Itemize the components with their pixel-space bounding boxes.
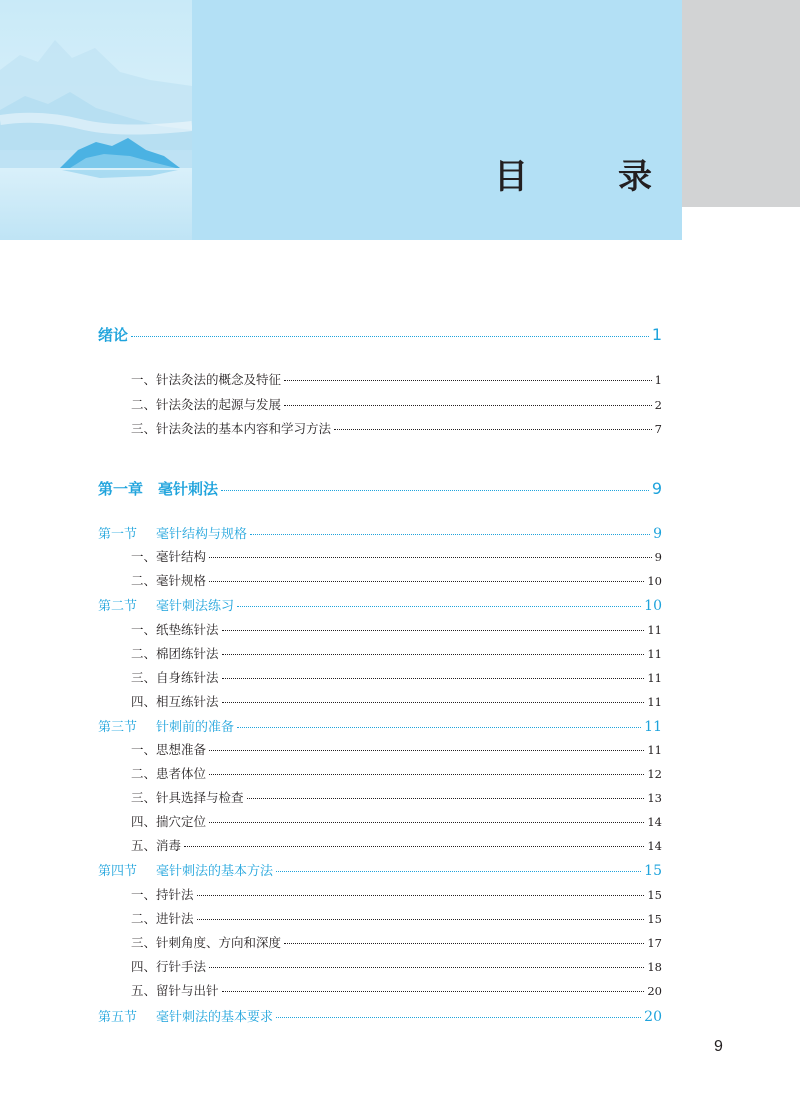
toc-page-number: 11: [647, 743, 662, 757]
toc-entry[interactable]: [98, 1010, 662, 1024]
dot-leader: [209, 774, 644, 775]
toc-entry-label: 毫针结构与规格: [156, 527, 248, 542]
dot-leader: [334, 429, 652, 430]
toc-entry[interactable]: [131, 575, 662, 588]
dot-leader: [197, 895, 645, 896]
dot-leader: [221, 490, 649, 491]
toc-entry-title: [98, 721, 234, 734]
toc-page-number: 12: [647, 767, 662, 781]
toc-page-number: 14: [647, 815, 662, 829]
toc-entry-label: 一、针法灸法的概念及特征: [131, 372, 282, 387]
toc-entry[interactable]: [131, 744, 662, 757]
toc-section-number: 第二节: [98, 599, 138, 614]
dot-leader: [284, 405, 652, 406]
toc-entry-label: 针刺前的准备: [156, 720, 235, 735]
toc-entry-title: [98, 482, 218, 497]
toc-entry[interactable]: [131, 696, 662, 709]
toc-page-number: 9: [654, 550, 662, 564]
toc-page-number: 14: [647, 839, 662, 853]
toc-entry[interactable]: [98, 527, 662, 541]
dot-leader: [131, 336, 649, 337]
toc-entry-label: 毫针刺法的基本要求: [156, 1010, 274, 1025]
toc-entry[interactable]: [131, 985, 662, 998]
toc-entry-label: 毫针刺法的基本方法: [156, 864, 274, 879]
toc-entry-title: [131, 889, 194, 902]
dot-leader: [247, 798, 645, 799]
toc-page-number: 15: [647, 912, 662, 926]
toc-entry[interactable]: [98, 864, 662, 878]
toc-entry[interactable]: [131, 624, 662, 637]
toc-entry-label: 一、思想准备: [131, 742, 207, 757]
toc-entry[interactable]: [98, 720, 662, 734]
dot-leader: [276, 871, 641, 872]
toc-entry[interactable]: [131, 816, 662, 829]
dot-leader: [197, 919, 645, 920]
toc-entry-title: [131, 913, 194, 926]
toc-entry[interactable]: [131, 551, 662, 564]
toc-entry[interactable]: [131, 840, 662, 853]
toc-entry-label: 一、毫针结构: [131, 549, 207, 564]
dot-leader: [284, 380, 652, 381]
toc-entry[interactable]: [131, 399, 662, 412]
toc-entry[interactable]: [131, 648, 662, 661]
dot-leader: [222, 702, 645, 703]
page-number: 9: [714, 1038, 723, 1055]
toc-page-number: 11: [647, 695, 662, 709]
toc-page-number: 13: [647, 791, 662, 805]
toc-entry-label: 二、针法灸法的起源与发展: [131, 397, 282, 412]
toc-entry-title: [131, 374, 281, 387]
toc-entry-title: [131, 792, 244, 805]
toc-entry-label: 二、毫针规格: [131, 573, 207, 588]
toc-page-number: 20: [647, 984, 662, 998]
dot-leader: [237, 727, 641, 728]
toc-page-number: 9: [653, 526, 662, 542]
toc-page-number: 15: [644, 863, 662, 879]
toc-page-number: 2: [654, 398, 662, 412]
toc-entry-label: 三、针具选择与检查: [131, 790, 244, 805]
gray-tab: [682, 0, 800, 207]
toc-entry[interactable]: [131, 768, 662, 781]
toc-entry-label: 二、进针法: [131, 911, 194, 926]
toc-entry-title: [131, 672, 219, 685]
toc-entry[interactable]: [131, 961, 662, 974]
toc-entry-label: 二、患者体位: [131, 766, 207, 781]
toc-entry[interactable]: [131, 792, 662, 805]
toc-entry[interactable]: [131, 913, 662, 926]
toc-entry-title: [98, 328, 128, 343]
toc-entry-title: [131, 624, 219, 637]
toc-entry[interactable]: [98, 599, 662, 613]
toc-entry-title: [131, 551, 206, 564]
toc-entry-label: 二、棉团练针法: [131, 646, 219, 661]
toc-entry-title: [131, 768, 206, 781]
toc-section-number: 第三节: [98, 720, 138, 735]
toc-page-number: 11: [647, 647, 662, 661]
toc-entry[interactable]: [131, 374, 662, 387]
toc-entry[interactable]: [131, 423, 662, 436]
toc-entry-title: [98, 528, 247, 541]
toc-entry-label: 一、持针法: [131, 887, 194, 902]
toc-entry[interactable]: [98, 327, 662, 343]
toc-entry-label: 绪论: [98, 326, 129, 344]
toc-entry-title: [131, 840, 181, 853]
toc-entry-label: 第一章 毫针刺法: [98, 480, 219, 498]
toc-page-number: 20: [644, 1009, 662, 1025]
dot-leader: [250, 534, 650, 535]
toc-page-number: 10: [644, 598, 662, 614]
toc-section-number: 第四节: [98, 864, 138, 879]
dot-leader: [184, 846, 644, 847]
toc-page-number: 1: [651, 325, 662, 344]
toc-entry-title: [131, 985, 219, 998]
toc-entry-title: [131, 744, 206, 757]
toc-page-number: 11: [647, 623, 662, 637]
dot-leader: [209, 557, 652, 558]
toc-entry-label: 四、相互练针法: [131, 694, 219, 709]
toc-entry[interactable]: [98, 481, 662, 497]
toc-entry-label: 五、留针与出针: [131, 983, 219, 998]
toc-page-number: 18: [647, 960, 662, 974]
toc-entry-label: 三、针法灸法的基本内容和学习方法: [131, 421, 332, 436]
dot-leader: [209, 967, 644, 968]
toc-entry-label: 四、揣穴定位: [131, 814, 207, 829]
toc-entry-title: [98, 1011, 273, 1024]
dot-leader: [209, 750, 644, 751]
toc-entry-title: [98, 600, 234, 613]
toc-page-number: 15: [647, 888, 662, 902]
toc-page-number: 11: [644, 719, 662, 735]
toc-entry-title: [131, 575, 206, 588]
landscape-illustration: [0, 0, 192, 240]
toc-page-number: 9: [651, 479, 662, 498]
toc-entry-title: [131, 648, 219, 661]
toc-entry-title: [131, 937, 281, 950]
toc-entry-label: 四、行针手法: [131, 959, 207, 974]
dot-leader: [276, 1017, 641, 1018]
toc-section-number: 第五节: [98, 1010, 138, 1025]
toc-entry-label: 一、纸垫练针法: [131, 622, 219, 637]
dot-leader: [284, 943, 644, 944]
toc-entry-title: [98, 865, 273, 878]
toc-entry[interactable]: [131, 937, 662, 950]
page-title: 目 录: [494, 157, 680, 197]
toc-page-number: 11: [647, 671, 662, 685]
toc-entry-label: 五、消毒: [131, 838, 182, 853]
dot-leader: [209, 581, 644, 582]
toc-entry-title: [131, 399, 281, 412]
toc-page-number: 1: [654, 373, 662, 387]
toc-page-number: 7: [654, 422, 662, 436]
toc-entry-title: [131, 961, 206, 974]
dot-leader: [222, 654, 645, 655]
toc-entry[interactable]: [131, 672, 662, 685]
dot-leader: [209, 822, 644, 823]
dot-leader: [222, 991, 645, 992]
dot-leader: [222, 630, 645, 631]
toc-page-number: 17: [647, 936, 662, 950]
toc-entry-title: [131, 696, 219, 709]
toc-section-number: 第一节: [98, 527, 138, 542]
toc-entry-title: [131, 816, 206, 829]
toc-entry-title: [131, 423, 331, 436]
dot-leader: [222, 678, 645, 679]
toc-entry[interactable]: [131, 889, 662, 902]
toc-page-number: 10: [647, 574, 662, 588]
toc-entry-label: 毫针刺法练习: [156, 599, 235, 614]
toc-entry-label: 三、针刺角度、方向和深度: [131, 935, 282, 950]
toc-entry-label: 三、自身练针法: [131, 670, 219, 685]
dot-leader: [237, 606, 641, 607]
